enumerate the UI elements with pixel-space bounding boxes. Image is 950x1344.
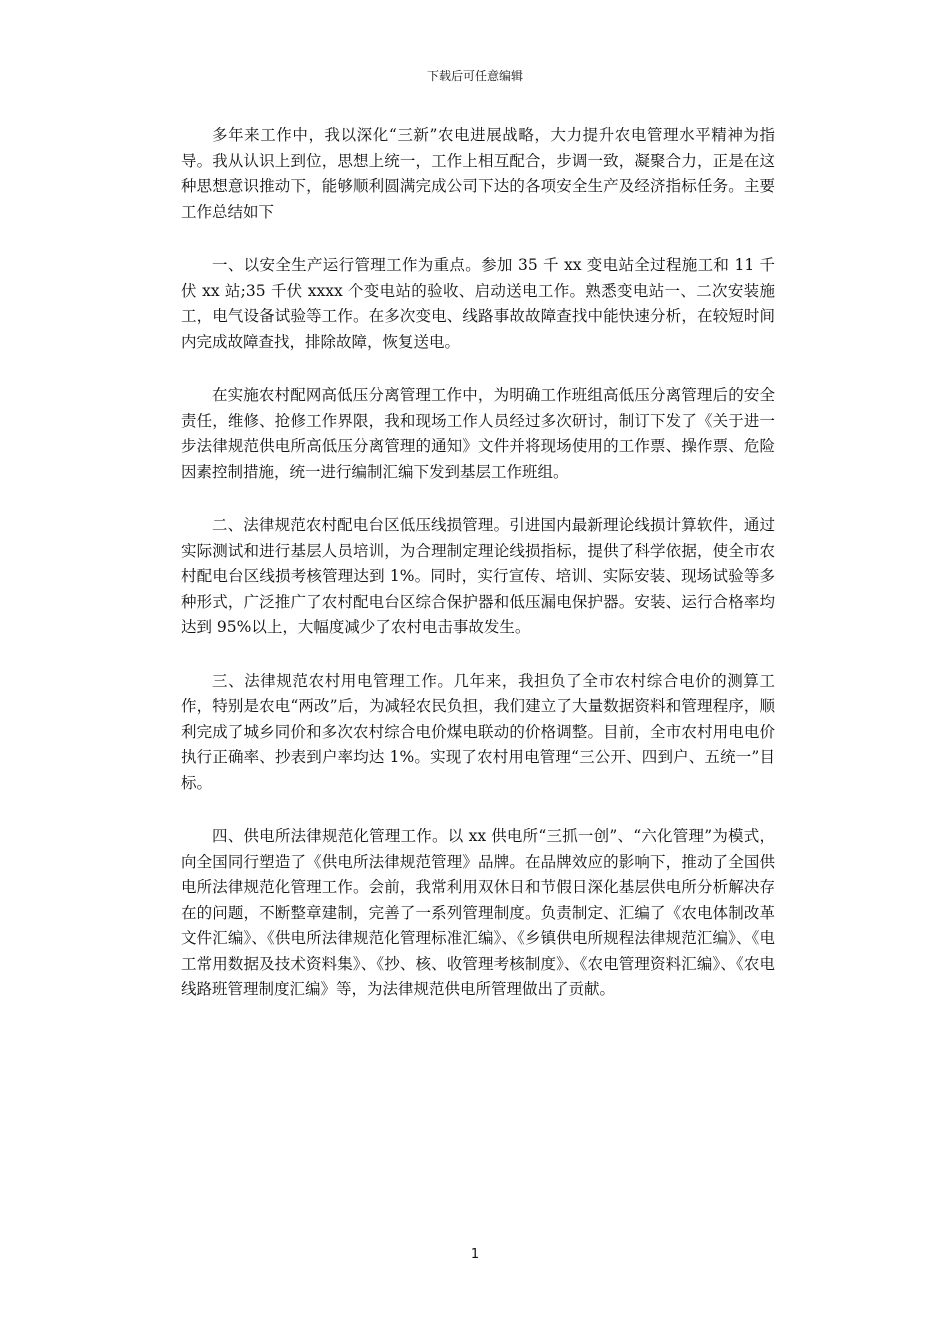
- page-number: 1: [470, 1247, 480, 1262]
- paragraph-electricity-management: 三、法律规范农村用电管理工作。几年来，我担负了全市农村综合电价的测算工作，特别是农电“两改”后，为减轻农民负担，我们建立了大量数据资料和管理程序，顺利完成了城乡同价和多次农村综合电价煤电联动的价格调整。目前，全市农村用电电价执行正确率、抄表到户率均达 1%。实现了农村用电管理“三公开、四到户、五统一”目标。: [181, 671, 775, 792]
- paragraph-voltage-separation: 在实施农村配网高低压分离管理工作中，为明确工作班组高低压分离管理后的安全责任，维修、抢修工作界限，我和现场工作人员经过多次研讨，制订下发了《关于进一步法律规范供电所高低压分离管理的通知》文件并将现场使用的工作票、操作票、危险因素控制措施，统一进行编制汇编下发到基层工作班组。: [181, 386, 775, 481]
- document-body: [181, 123, 775, 1031]
- paragraph-line-loss: 二、法律规范农村配电台区低压线损管理。引进国内最新理论线损计算软件，通过实际测试和进行基层人员培训，为合理制定理论线损指标，提供了科学依据，使全市农村配电台区线损考核管理达到 1%。同时，实行宣传、培训、实际安装、现场试验等多种形式，广泛推广了农村配电台区综合保护器和低压漏电保护器。安装、运行合格率均达到 95%以上，大幅度减少了农村电击事故发生。: [181, 516, 775, 636]
- paragraph-intro: 多年来工作中，我以深化“三新”农电进展战略，大力提升农电管理水平精神为指导。我从认识上到位，思想上统一，工作上相互配合，步调一致，凝聚合力，正是在这种思想意识推动下，能够顺利圆满完成公司下达的各项安全生产及经济指标任务。主要工作总结如下: [181, 126, 775, 221]
- paragraph-power-station-management: 四、供电所法律规范化管理工作。以 xx 供电所“三抓一创”、“六化管理”为模式，向全国同行塑造了《供电所法律规范管理》品牌。在品牌效应的影响下，推动了全国供电所法律规范化管理工作。会前，我常利用双休日和节假日深化基层供电所分析解决存在的问题，不断整章建制，完善了一系列管理制度。负责制定、汇编了《农电体制改革文件汇编》、《供电所法律规范化管理标准汇编》、《乡镇供电所规程法律规范汇编》、《电工常用数据及技术资料集》、《抄、核、收管理考核制度》、《农电管理资料汇编》、《农电线路班管理制度汇编》等，为法律规范供电所管理做出了贡献。: [181, 827, 775, 998]
- paragraph-safety-production: 一、以安全生产运行管理工作为重点。参加 35 千 xx 变电站全过程施工和 11 千伏 xx 站;35 千伏 xxxx 个变电站的验收、启动送电工作。熟悉变电站一、二次安装施工，电气设备试验等工作。在多次变电、线路事故故障查找中能快速分析，在较短时间内完成故障查找，排除故障，恢复送电。: [181, 256, 775, 351]
- page-header: 下载后可任意编辑: [426, 69, 523, 83]
